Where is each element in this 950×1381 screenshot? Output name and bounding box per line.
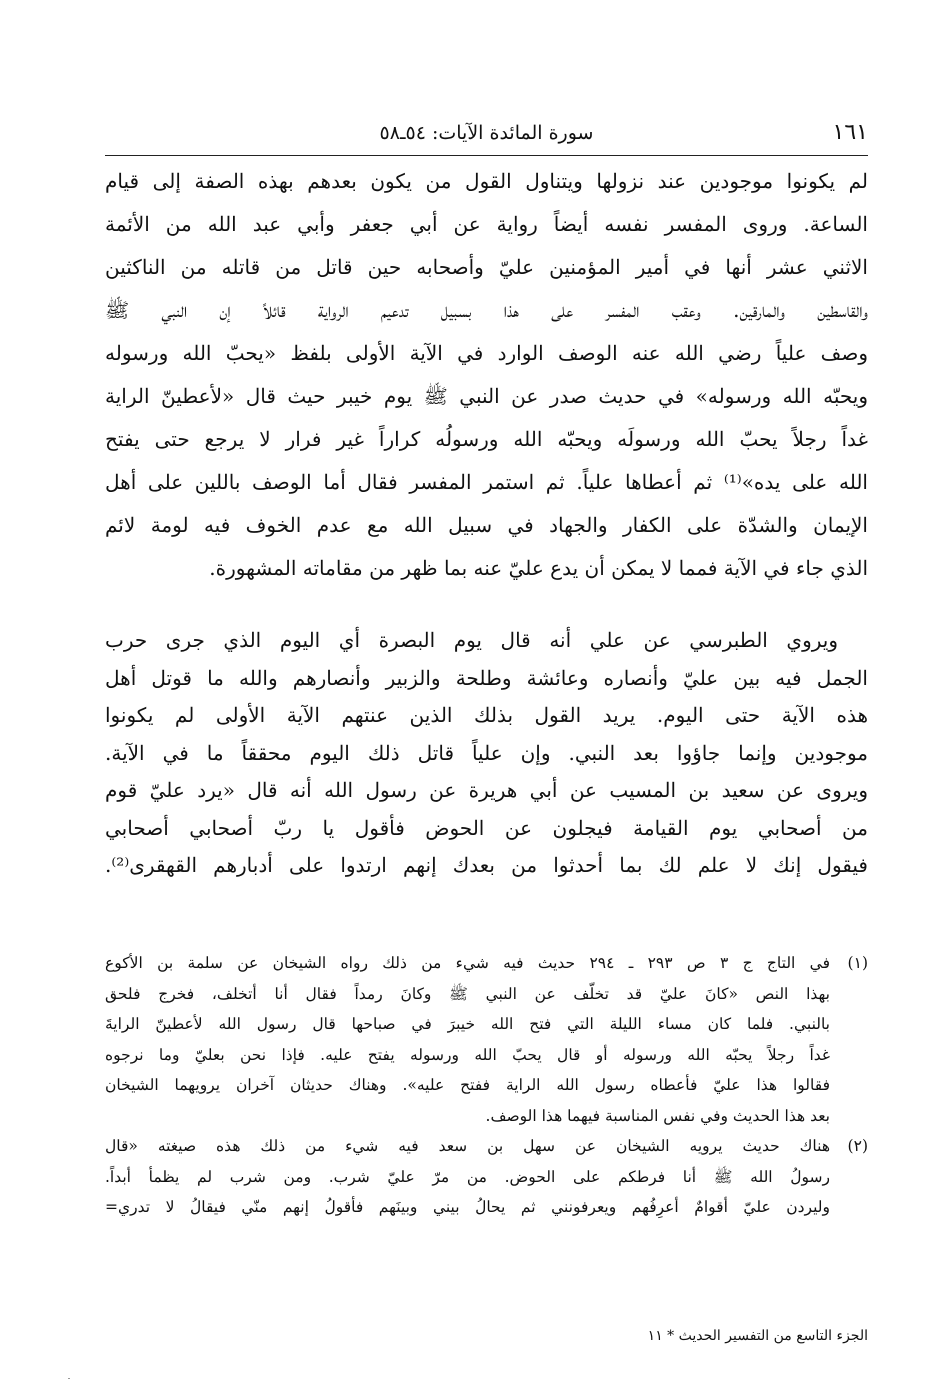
- page-header: [105, 118, 868, 150]
- running-title: سورة المائدة الآيات: ٥٤ـ٥٨: [379, 122, 594, 144]
- text-line: هذه الآية حتى اليوم. يريد القول بذلك الذين عنتهم الآية الأولى لم يكونوا: [105, 703, 868, 727]
- footnote-line: بالنبي. فلما كان مساء الليلة التي فتح الله خيبرَ في صباحها قال رسول الله لأعطينّ الرايةَ: [105, 1015, 830, 1033]
- footnote-2: [105, 1131, 868, 1223]
- header-rule: [105, 155, 868, 156]
- footnote-number: (١): [847, 954, 868, 972]
- text-line: الإيمان والشدّة على الكفار والجهاد في سبيل الله مع عدم الخوف فيه لومة لائم: [105, 513, 868, 537]
- text-line: ويروى عن سعيد بن المسيب عن أبي هريرة عن رسول الله أنه قال «يرد عليّ قوم: [105, 778, 868, 802]
- footnote-line: بهذا النص «كانَ عليّ قد تخلّف عن النبي ﷺ وكانَ رمداً فقال أنا أتخلف، فخرج فلحق: [105, 984, 830, 1003]
- text-line: لم يكونوا موجودين عند نزولها ويتناول القول من يكون بعدهم بهذه الصفة إلى قيام: [105, 169, 868, 193]
- text-line: ويروي الطبرسي عن علي أنه قال يوم البصرة أي اليوم الذي جرى حرب: [105, 628, 838, 652]
- footnote-line: فقالوا هذا عليّ فأعطاه رسول الله الراية ففتح عليه». وهناك حديثان آخران يرويهما الشيخان: [105, 1076, 830, 1094]
- text-line: فيقول إنك لا علم لك بما أحدثوا من بعدك إنهم ارتدوا على أدبارهم القهقرى⁽²⁾.: [105, 853, 868, 877]
- text-line: الساعة. وروى المفسر نفسه أيضاً رواية عن أبي جعفر وأبي عبد الله من الأئمة: [105, 212, 868, 236]
- page-number: ١٦١: [832, 120, 868, 145]
- footnotes: [105, 948, 868, 1223]
- signature-footer: الجزء التاسع من التفسير الحديث * ١١: [647, 1328, 868, 1344]
- footnote-number: (٢): [847, 1137, 868, 1155]
- scan-mark: [68, 1378, 70, 1379]
- text-line: غداً رجلاً يحبّ الله ورسولَه ويحبّه الله ورسولُه كراراً غير فرار لا يرجع حتى يفتح: [105, 427, 868, 451]
- footnote-line: غداً رجلاً يحبّه الله ورسوله أو قال يحبّ الله ورسوله يفتح عليه. فإذا نحن بعليّ وما نرجوه: [105, 1045, 830, 1064]
- text-line: الذي جاء في الآية فمما لا يمكن أن يدع عليّ عنه بما ظهر من مقاماته المشهورة.: [209, 556, 868, 580]
- text-line: والقاسطين والمارقين. وعقب المفسر على هذا بسبيل تدعيم الرواية قائلاً إن النبي ﷺ: [105, 298, 868, 322]
- footnote-line: وليردن عليّ أقوامٌ أعرِفُهم ويعرفونني ثم يحالُ بيني وبينَهم فأقولُ إنهم منّي فيقالُ لا تدري=: [105, 1198, 830, 1216]
- text-line: الله على يده»⁽¹⁾ ثم أعطاها علياً. ثم استمر المفسر فقال أما الوصف باللين على أهل: [105, 470, 868, 494]
- paragraph-1: [105, 160, 868, 590]
- footnote-1: [105, 948, 868, 1131]
- text-line: موجودين وإنما جاؤوا بعد النبي. وإن علياً قاتل ذلك اليوم محققاً ما في الآية.: [105, 740, 868, 765]
- text-line: الاثني عشر أنها في أمير المؤمنين عليّ وأصحابه حين قاتل من قاتله من الناكثين: [105, 255, 868, 279]
- footnote-line: هناك حديث يرويه الشيخان عن سهل بن سعد فيه شيء من ذلك هذه صيغته «قال: [105, 1137, 830, 1155]
- footnote-line: في التاج ج ٣ ص ٢٩٣ ـ ٢٩٤ حديث فيه شيء من ذلك رواه الشيخان عن سلمة بن الأكوع: [105, 954, 831, 972]
- text-line: وصف علياً رضي الله عنه الوصف الوارد في الآية الأولى بلفظ «يحبّ الله ورسوله: [105, 341, 868, 365]
- text-line: ويحبّه الله ورسوله» في حديث صدر عن النبي ﷺ يوم خيبر حيث قال «لأعطينّ الراية: [105, 384, 868, 408]
- text-line: الجمل فيه بين عليّ وأنصاره وعائشة وطلحة والزبير وأنصارهم والله ما قوتل أهل: [105, 665, 868, 690]
- text-line: من أصحابي يوم القيامة فيجلون عن الحوض فأقول يا ربّ أصحابي أصحابي: [105, 815, 868, 840]
- footnote-line: رسولُ الله ﷺ أنا فرطكم على الحوض. من مرّ عليّ شرب. ومن شرب لم يظمأ أبداً.: [105, 1167, 830, 1186]
- footnote-line: بعد هذا الحديث وفي نفس المناسبة فيهما هذا الوصف.: [485, 1106, 830, 1125]
- paragraph-2: [105, 622, 868, 885]
